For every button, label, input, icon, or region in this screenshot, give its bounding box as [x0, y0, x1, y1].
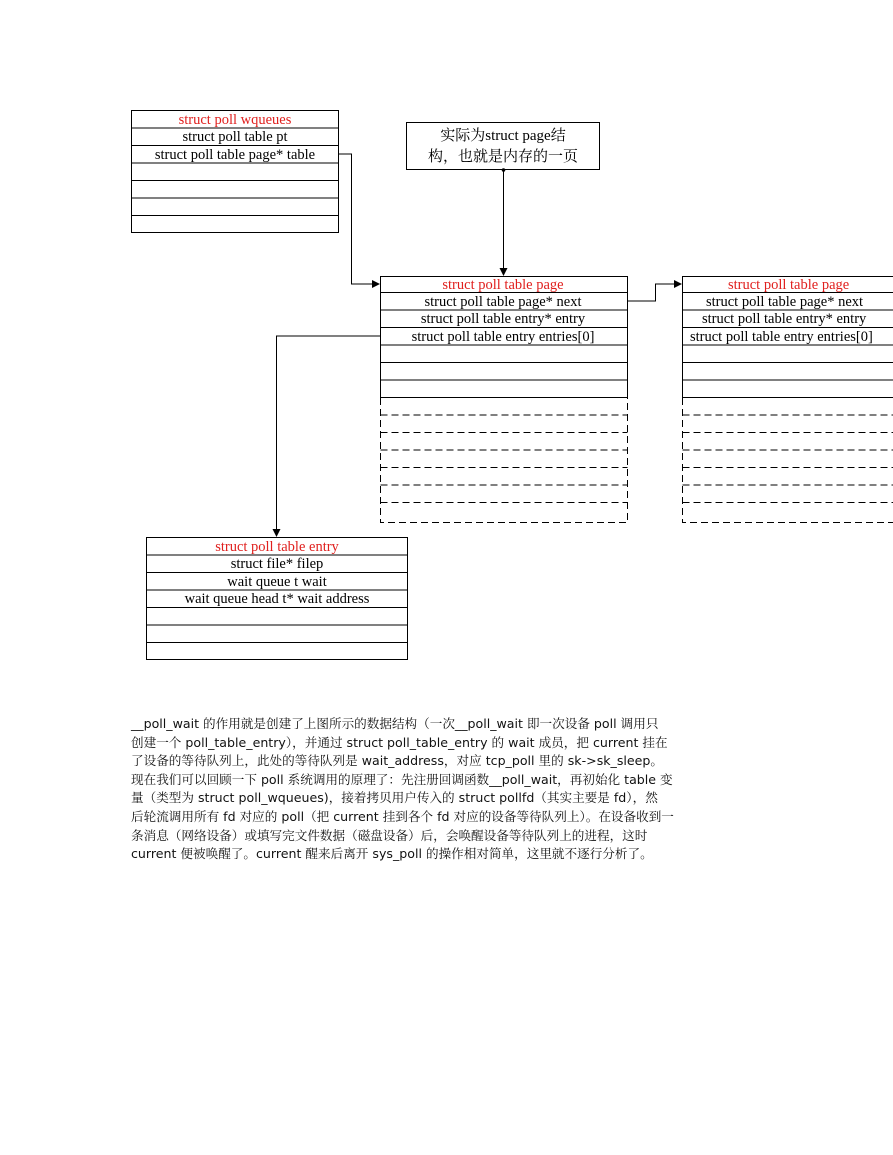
arrow-table-to-page — [339, 154, 380, 284]
paragraph-line: __poll_wait 的作用就是创建了上图所示的数据结构（一次__poll_wait 即一次设备 poll 调用只 — [131, 716, 659, 731]
poll-table-page-1-row-next: struct poll table page* next — [424, 294, 582, 310]
poll-table-page-2-title: struct poll table page — [728, 277, 850, 293]
poll-table-page-dashed-2 — [683, 398, 893, 523]
poll-table-page-1-row-entry: struct poll table entry* entry — [420, 311, 586, 327]
poll-table-page-1-row-entries: struct poll table entry entries[0] — [411, 329, 595, 345]
poll-wqueues-title: struct poll wqueues — [178, 112, 292, 128]
paragraph-line: 现在我们可以回顾一下 poll 系统调用的原理了：先注册回调函数__poll_wait，再初始化 table 变 — [131, 771, 673, 787]
paragraph-line: 了设备的等待队列上，此处的等待队列是 wait_address，对应 tcp_poll 里的 sk->sk_sleep。 — [131, 753, 663, 769]
poll-table-page-1-title: struct poll table page — [442, 277, 564, 293]
paragraph-line: 后轮流调用所有 fd 对应的 poll（把 current 挂到各个 fd 对应的设备等待队列上）。在设备收到一 — [131, 808, 674, 824]
poll-wqueues-row-pt: struct poll table pt — [182, 129, 288, 145]
explanation-paragraph — [131, 715, 771, 864]
arrow-entries-to-entry — [277, 336, 381, 536]
paragraph-line: 条消息（网络设备）或填写完文件数据（磁盘设备）后，会唤醒设备等待队列上的进程，这时 — [131, 827, 648, 843]
poll-table-entry-row-filep: struct file* filep — [230, 556, 324, 572]
poll-table-page-2-row-next: struct poll table page* next — [706, 294, 864, 310]
poll-table-entry-row-address: wait queue head t* wait address — [184, 591, 370, 607]
arrow-next-page — [628, 284, 682, 301]
note-line-2: 构，也就是内存的一页 — [427, 149, 579, 165]
poll-table-page-2-row-entries: struct poll table entry entries[0] — [690, 329, 873, 345]
paragraph-line: 量（类型为 struct poll_wqueues)，接着拷贝用户传入的 struct pollfd（其实主要是 fd），然 — [131, 790, 658, 806]
paragraph-line: current 便被唤醒了。current 醒来后离开 sys_poll 的操作相对简单，这里就不逐行分析了。 — [131, 846, 653, 862]
poll-table-page-2-row-entry: struct poll table entry* entry — [702, 311, 867, 327]
poll-table-page-dashed-1 — [381, 398, 628, 523]
paragraph-line: 创建一个 poll_table_entry），并通过 struct poll_table_entry 的 wait 成员，把 current 挂在 — [131, 734, 668, 750]
poll-table-entry-row-wait: wait queue t wait — [227, 574, 327, 590]
note-anchor-dot — [502, 168, 506, 172]
poll-table-entry-title: struct poll table entry — [215, 539, 339, 555]
poll-wqueues-row-table: struct poll table page* table — [154, 147, 316, 163]
note-line-1: 实际为struct page结 — [440, 128, 566, 144]
